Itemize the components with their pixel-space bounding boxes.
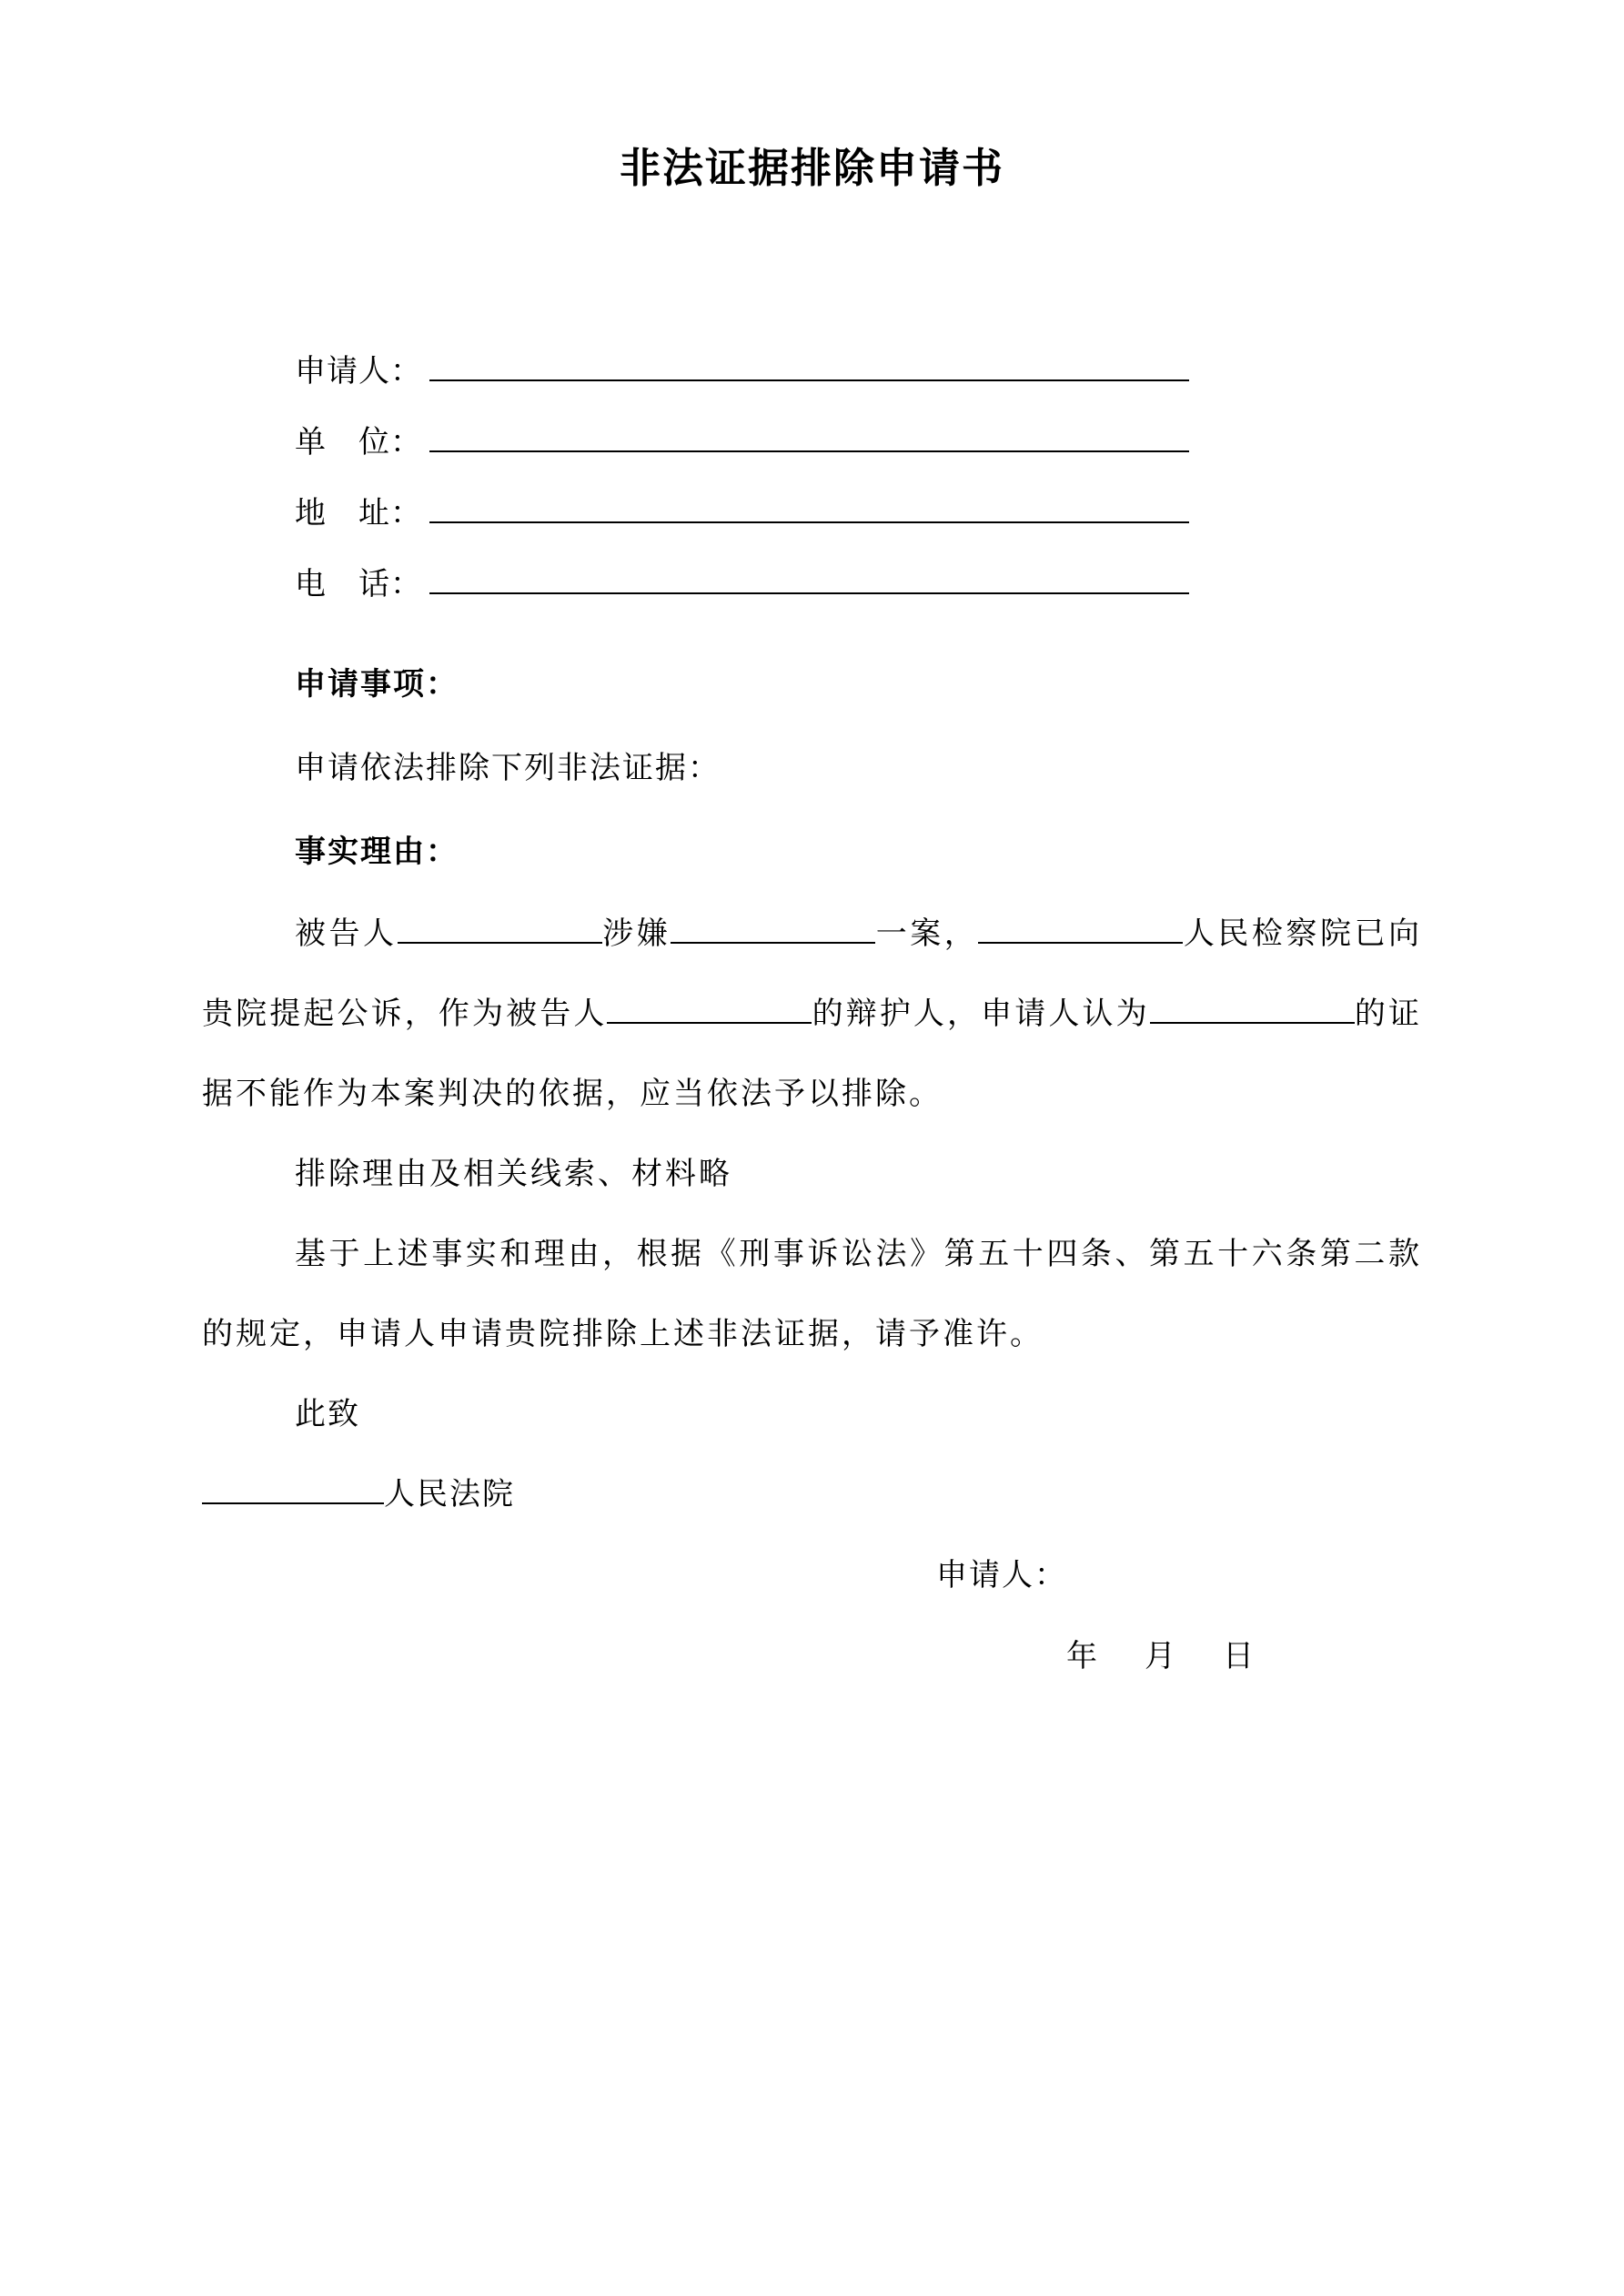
court-suffix: 人民法院 — [384, 1478, 515, 1512]
facts-paragraph-legal-basis: 基于上述事实和理由，根据《刑事诉讼法》第五十四条、第五十六条第二款的规定，申请人申请贵院排除上述非法证据，请予准许。 — [202, 1238, 1422, 1351]
field-row-organization — [295, 408, 1422, 479]
request-items-heading: 申请事项： — [295, 668, 459, 702]
field-row-address — [295, 479, 1422, 550]
closing-salute: 此致 — [295, 1398, 360, 1431]
p1-text-case: 一案， — [875, 917, 979, 951]
p1-text-defender: 的辩护人，申请人认为 — [812, 997, 1150, 1031]
p1-text-suspected: 涉嫌 — [601, 917, 671, 951]
court-line — [202, 1455, 1422, 1535]
applicant-info-fields — [202, 337, 1422, 621]
organization-label: 单 位： — [295, 426, 422, 460]
p1-text-exclusion: 的证据不能作为本案判决的依据，应当依法予以排除。 — [202, 997, 1423, 1111]
request-items-body: 申请依法排除下列非法证据： — [295, 752, 721, 785]
blank-procuratorate[interactable] — [978, 942, 1183, 944]
facts-paragraph-clues: 排除理由及相关线索、材料略 — [295, 1158, 732, 1191]
address-label: 地 址： — [295, 497, 422, 531]
field-row-phone — [295, 550, 1422, 621]
signature-label: 申请人： — [936, 1559, 1067, 1593]
blank-evidence-source[interactable] — [1150, 1022, 1355, 1024]
phone-label: 电 话： — [295, 568, 422, 602]
phone-blank-line[interactable] — [429, 592, 1189, 594]
address-blank-line[interactable] — [429, 521, 1189, 523]
date-day-label: 日 — [1223, 1640, 1254, 1674]
blank-court-name[interactable] — [202, 1502, 384, 1504]
applicant-blank-line[interactable] — [429, 379, 1189, 381]
field-row-applicant — [295, 337, 1422, 408]
document-title: 非法证据排除申请书 — [619, 145, 1004, 191]
signature-line — [202, 1535, 1422, 1617]
date-year-label: 年 — [1066, 1640, 1097, 1674]
blank-defendant-name-2[interactable] — [607, 1022, 812, 1024]
facts-paragraph-main — [202, 895, 1422, 1135]
blank-defendant-name[interactable] — [398, 942, 602, 944]
date-line — [202, 1617, 1422, 1697]
facts-reasons-heading: 事实理由： — [295, 835, 459, 869]
organization-blank-line[interactable] — [429, 450, 1189, 452]
applicant-label: 申请人： — [295, 355, 422, 389]
date-month-label: 月 — [1145, 1640, 1175, 1674]
p1-text-defendant: 被告人 — [295, 917, 398, 951]
blank-charge[interactable] — [671, 942, 875, 944]
p1-text-prosecution: 人民检察院已向贵院提起公诉，作为被告人 — [202, 917, 1423, 1031]
